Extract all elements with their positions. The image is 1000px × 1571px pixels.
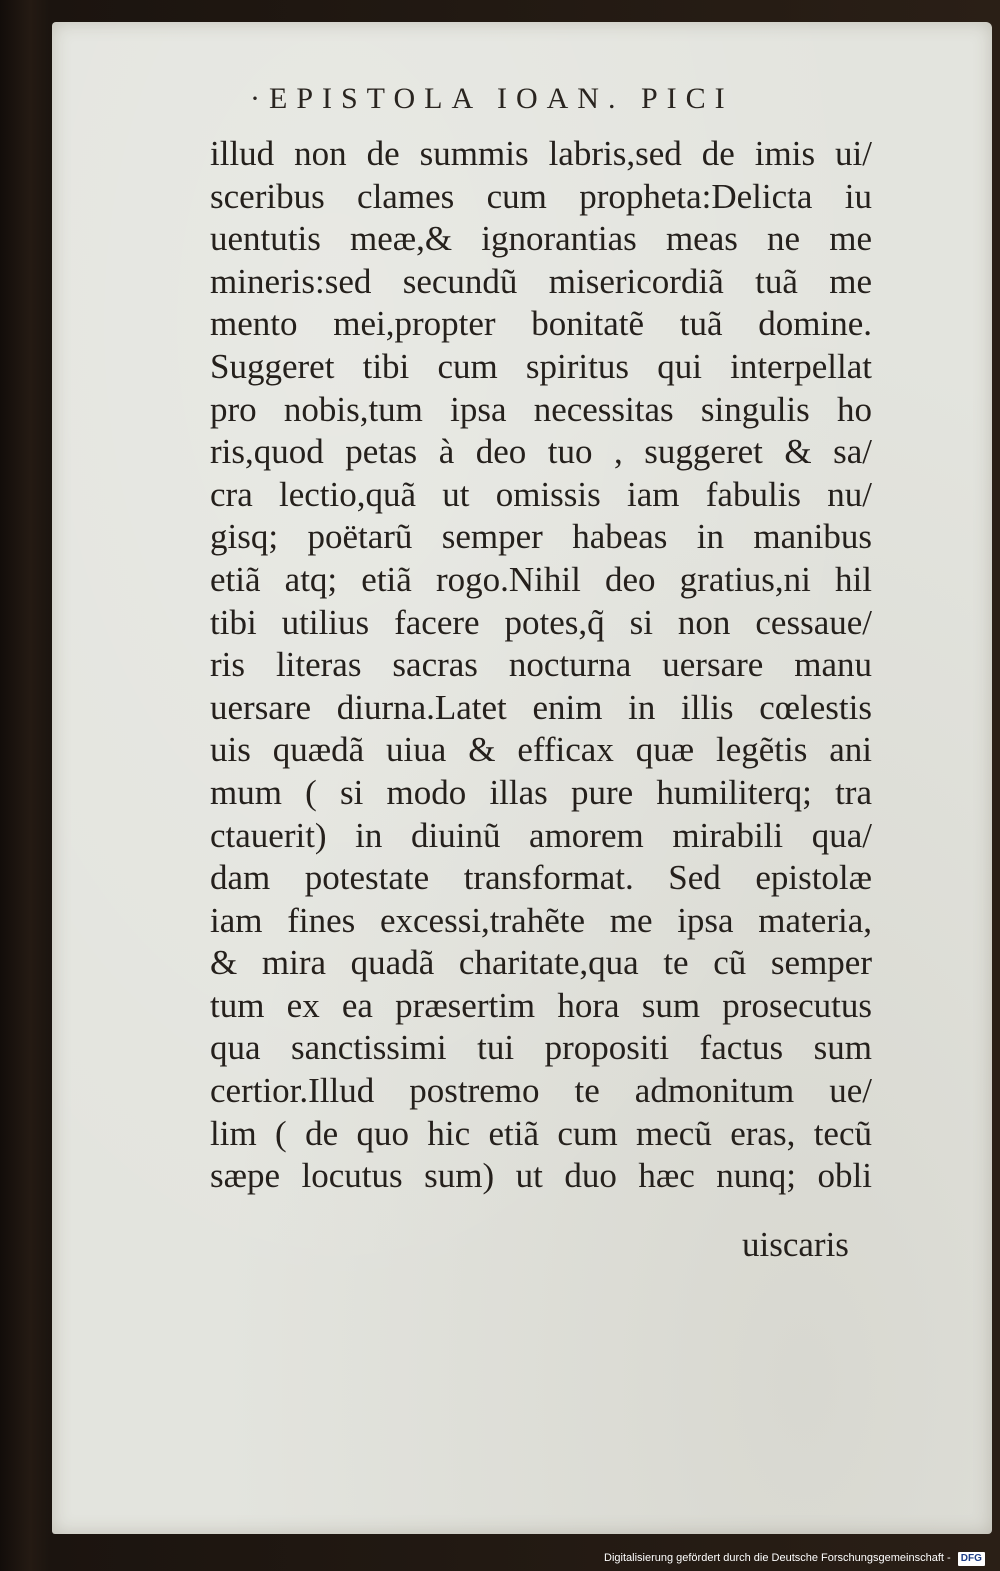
credit-text: Digitalisierung gefördert durch die Deutsche Forschungsgemeinschaft - [604,1552,951,1564]
text-line: Suggeret tibi cum spiritus qui interpellat [210,346,872,386]
text-line: tum ex ea præsertim hora sum prosecutus [210,985,872,1025]
text-line: certior.Illud postremo te admonitum ue/ [210,1071,872,1111]
running-head: ·EPISTOLA IOAN. PICI [250,82,734,115]
text-line: sæpe locutus sum) ut duo hæc nunq; obli [210,1156,872,1196]
text-line: etiã atq; etiã rogo.Nihil deo gratius,ni hil [210,559,872,599]
text-line: uersare diurna.Latet enim in illis cœlestis [210,687,872,727]
text-line: uis quædã uiua & efficax quæ legẽtis ani [210,730,872,770]
digitization-credit [604,1550,985,1566]
text-line: mineris:sed secundũ misericordiã tuã me [210,261,872,301]
text-line: uentutis meæ,& ignorantias meas ne me [210,219,872,259]
catchword: uiscaris [742,1225,849,1264]
text-line: sceribus clames cum propheta:Delicta iu [210,176,872,216]
text-line: qua sanctissimi tui propositi factus sum [210,1028,872,1068]
text-line: ris literas sacras nocturna uersare manu [210,645,872,685]
text-line: mento mei,propter bonitatẽ tuã domine. [210,304,872,344]
text-line: mum ( si modo illas pure humiliterq; tra [210,772,872,812]
text-line: iam fines excessi,trahẽte me ipsa materia, [210,900,872,940]
text-line: gisq; poëtarũ semper habeas in manibus [210,517,872,557]
text-line: illud non de summis labris,sed de imis ui/ [210,134,872,173]
text-line: cra lectio,quã ut omissis iam fabulis nu/ [210,474,872,514]
body-text [210,133,872,1198]
text-line: dam potestate transformat. Sed epistolæ [210,858,872,898]
text-line: ctauerit) in diuinũ amorem mirabili qua/ [210,815,872,855]
text-line: tibi utilius facere potes,q̃ si non cessaue/ [210,602,872,642]
text-line: lim ( de quo hic etiã cum mecũ eras, tecũ [210,1113,872,1153]
text-line: pro nobis,tum ipsa necessitas singulis ho [210,389,872,429]
dfg-logo: DFG [958,1552,985,1566]
text-line: & mira quadã charitate,qua te cũ semper [210,943,872,983]
text-line: ris,quod petas à deo tuo , suggeret & sa/ [210,432,872,472]
